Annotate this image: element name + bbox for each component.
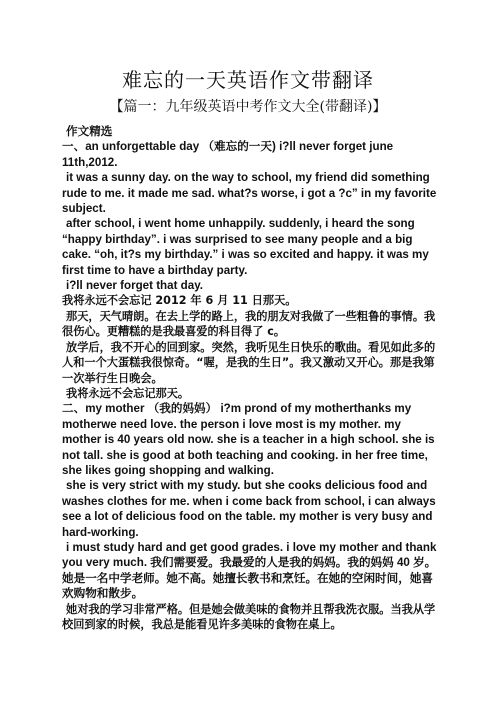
paragraph-1-cn-2: 那天，天气晴朗。在去上学的路上，我的朋友对我做了一些粗鲁的事情。我很伤心。更糟糕的是我最喜爱的科目得了 c。 [62, 309, 436, 339]
document-subtitle: 【篇一：九年级英语中考作文大全(带翻译)】 [109, 99, 387, 115]
paragraph-2-heading: 二、my mother （我的妈妈） i?m prond of my motherthanks my motherwe need love. the person i love most is my mother. my mother is 40 years old now. she is a teacher in a high school. she is not tall. she is good at both teaching and cooking. in her free time, she likes going shopping and walking. [62, 402, 435, 477]
paragraph-section-label: 作文精选 [66, 125, 113, 138]
paragraph-2-en-2: i must study hard and get good grades. i love my mother and thank you very much. 我们需要爱。我最爱的人是我的妈妈。我的妈妈 40 岁。她是一名中学老师。她不高。她擅长教书和烹饪。在她的空闲时间，她喜欢购物和散步。 [62, 540, 437, 601]
paragraph-2-en-1: she is very strict with my study. but she cooks delicious food and washes clothes for me. when i come back from school, i can always see a lot of delicious food on the table. my mother is very busy and hard-working. [62, 479, 436, 539]
paragraph-1-cn-4: 我将永远不会忘记那天。 [66, 386, 190, 400]
document-title: 难忘的一天英语作文带翻译 [122, 68, 374, 92]
paragraph-1-en-2: after school, i went home unhappily. suddenly, i heard the song “happy birthday”. i was surprised to see many people and a big cake. “oh, it?s my birthday.” i was so excited and happy. it was my first time to have a birthday party. [62, 217, 429, 277]
paragraph-1-en-1: it was a sunny day. on the way to school, my friend did something rude to me. it made me sad. what?s worse, i got a ?c” in my favorite subject. [62, 171, 437, 216]
paragraph-1-heading: 一、an unforgettable day （难忘的一天) i?ll never forget june 11th,2012. [62, 140, 394, 169]
document-body [62, 124, 442, 632]
paragraph-1-cn-1: 我将永远不会忘记 2012 年 6 月 11 日那天。 [62, 294, 297, 308]
paragraph-1-en-3: i?ll never forget that day. [66, 279, 204, 293]
paragraph-1-cn-3: 放学后，我不开心的回到家。突然，我听见生日快乐的歌曲。看见如此多的人和一个大蛋糕我很惊奇。“喔，是我的生日”。我又激动又开心。那是我第一次举行生日晚会。 [62, 340, 436, 385]
paragraph-2-cn-1: 她对我的学习非常严格。但是她会做美味的食物并且帮我洗衣服。当我从学校回到家的时候，我总是能看见许多美味的食物在桌上。 [62, 602, 436, 631]
